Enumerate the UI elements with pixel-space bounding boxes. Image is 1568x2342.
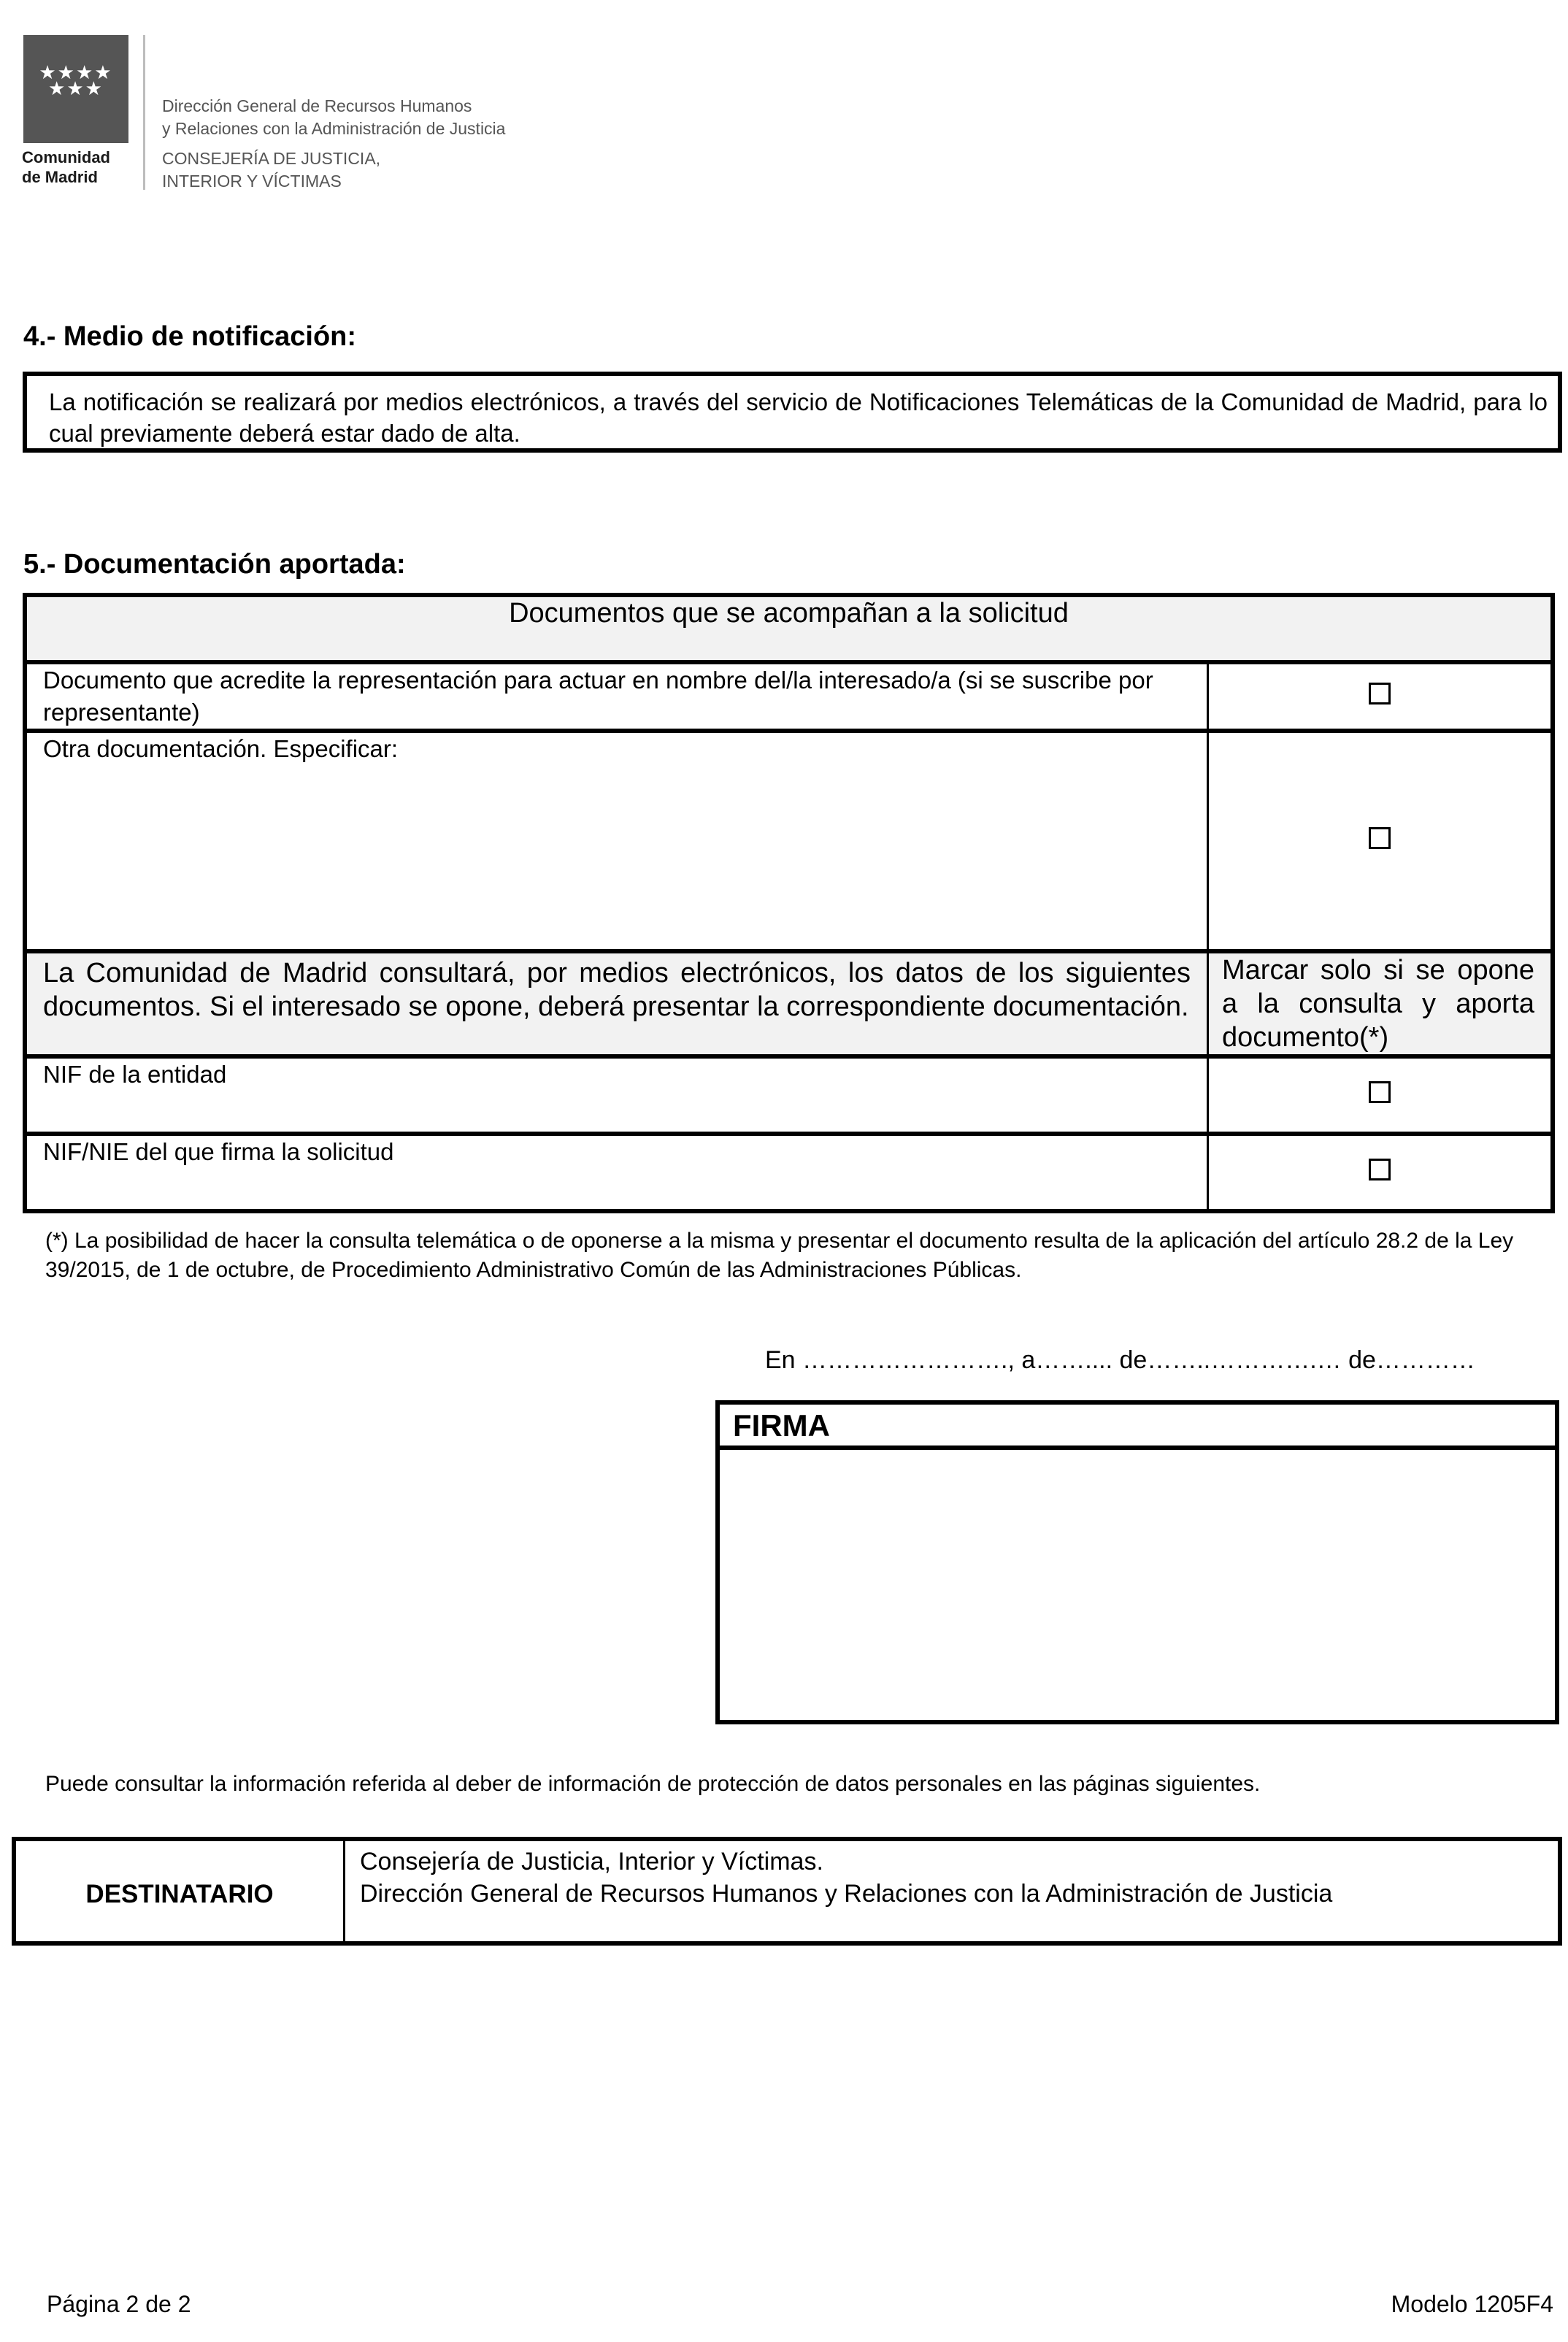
recipient-line1: Consejería de Justicia, Interior y Víctimas. — [360, 1848, 823, 1875]
org-line1: Dirección General de Recursos Humanos — [162, 96, 472, 115]
checkbox-cell — [1208, 1134, 1553, 1211]
consult-text: La Comunidad de Madrid consultará, por medios electrónicos, los datos de los siguientes documentos. Si el interesado se opone, deberá presentar la correspondiente documentación. — [25, 951, 1208, 1056]
notification-text: La notificación se realizará por medios electrónicos, a través del servicio de Notificaciones Telemáticas de la Comunidad de Madrid, para lo cual previamente deberá estar dado de alta. — [49, 388, 1548, 447]
logo-divider — [143, 35, 145, 190]
recipient-value — [345, 1839, 1561, 1943]
signature-label: FIRMA — [720, 1405, 1555, 1450]
checkbox-other-documentation[interactable] — [1369, 827, 1391, 849]
privacy-note: Puede consultar la información referida al deber de información de protección de datos personales en las páginas siguientes. — [45, 1772, 1261, 1796]
doc-label-other[interactable] — [25, 731, 1208, 951]
recipient-table — [12, 1837, 1562, 1946]
recipient-label: DESTINATARIO — [14, 1839, 345, 1943]
footnote: (*) La posibilidad de hacer la consulta telemática o de oponerse a la misma y presentar el documento resulta de la aplicación del artículo 28.2 de la Ley 39/2015, de 1 de octubre, de Procedimiento Administrativo Común de las Administraciones Públicas. — [45, 1229, 1514, 1282]
notification-box — [23, 372, 1562, 453]
consult-label-nif-firmante: NIF/NIE del que firma la solicitud — [25, 1134, 1208, 1211]
stars-row-bottom: ★★★ — [48, 77, 104, 99]
recipient-line2: Dirección General de Recursos Humanos y Relaciones con la Administración de Justicia — [360, 1880, 1333, 1908]
doc-label-other-text: Otra documentación. Especificar: — [43, 735, 399, 762]
table-row — [25, 662, 1553, 731]
doc-label-representation: Documento que acredite la representación para actuar en nombre del/la interesado/a (si se suscribe por representante) — [25, 662, 1208, 731]
section4-title: 4.- Medio de notificación: — [23, 321, 357, 352]
seven-stars-flag-icon — [23, 61, 128, 99]
stars-row-top: ★★★★ — [39, 61, 113, 83]
checkbox-representation[interactable] — [1369, 683, 1391, 704]
dept-line1: CONSEJERÍA DE JUSTICIA, — [162, 149, 381, 168]
checkbox-cell — [1208, 1056, 1553, 1134]
checkbox-nif-entidad[interactable] — [1369, 1081, 1391, 1103]
org-line2: y Relaciones con la Administración de Justicia — [162, 119, 506, 138]
org-header — [162, 95, 505, 193]
checkbox-nif-firmante[interactable] — [1369, 1159, 1391, 1180]
table-row — [25, 1134, 1553, 1211]
logo-name — [22, 147, 139, 187]
table-row — [25, 731, 1553, 951]
dept-line2: INTERIOR Y VÍCTIMAS — [162, 172, 342, 191]
consult-mark-text: Marcar solo si se opone a la consulta y aporta documento(*) — [1208, 951, 1553, 1056]
page-number: Página 2 de 2 — [47, 2291, 191, 2317]
table-row — [25, 1056, 1553, 1134]
checkbox-cell — [1208, 731, 1553, 951]
logo-name-line1: Comunidad — [22, 148, 110, 166]
documents-table — [23, 593, 1555, 1213]
logo-name-line2: de Madrid — [22, 168, 98, 186]
documents-table-header: Documentos que se acompañan a la solicitud — [25, 595, 1553, 662]
signature-box[interactable] — [715, 1400, 1559, 1724]
consult-header-row — [25, 951, 1553, 1056]
date-place-line[interactable]: En ……………………., a…….... de……..………….… de………… — [765, 1346, 1475, 1374]
consult-label-nif-entidad: NIF de la entidad — [25, 1056, 1208, 1134]
model-number: Modelo 1205F4 — [1391, 2291, 1553, 2317]
section5-title: 5.- Documentación aportada: — [23, 549, 406, 580]
checkbox-cell — [1208, 662, 1553, 731]
